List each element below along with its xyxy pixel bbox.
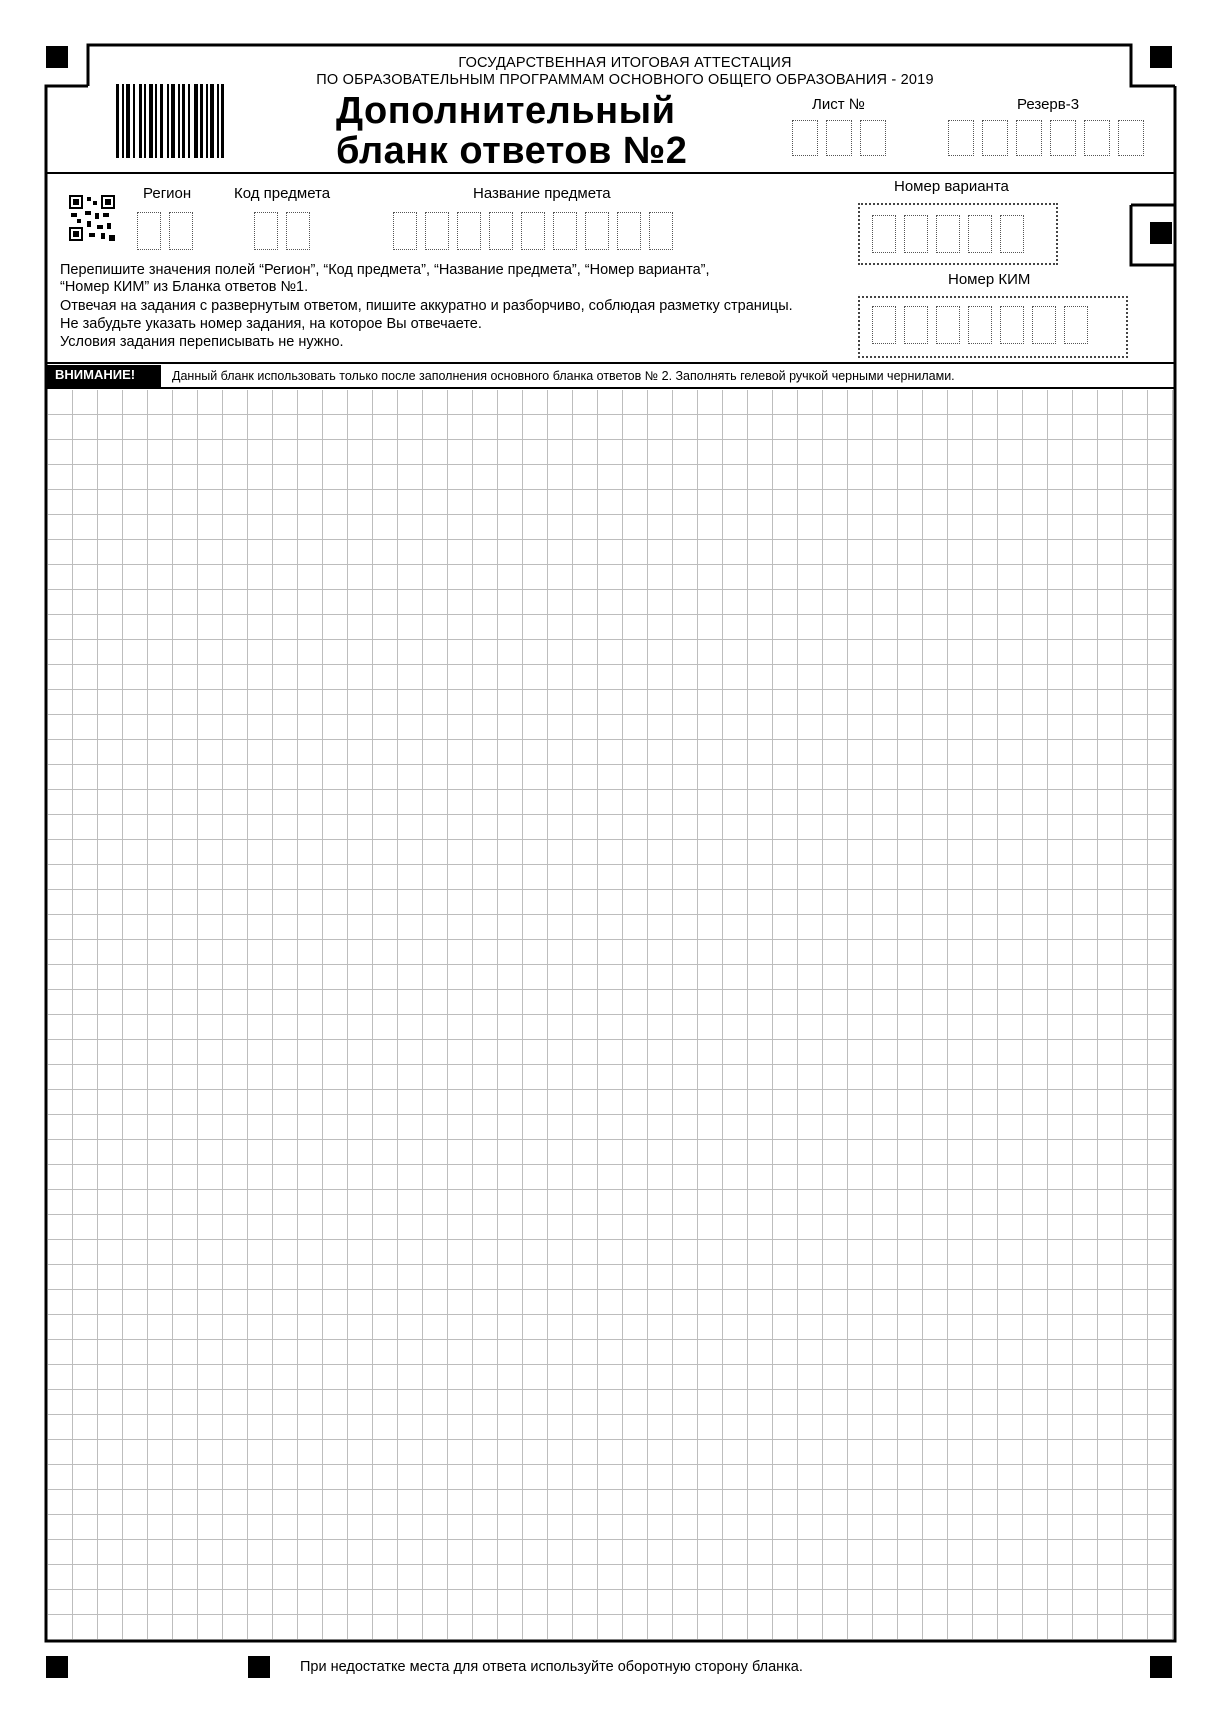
input-cell[interactable] xyxy=(936,215,960,253)
input-cell[interactable] xyxy=(1032,306,1056,344)
subject-name-boxes[interactable] xyxy=(393,212,681,250)
variant-number-label: Номер варианта xyxy=(894,178,1009,195)
kim-number-boxes[interactable] xyxy=(872,306,1096,344)
input-cell[interactable] xyxy=(553,212,577,250)
warning-text: Данный бланк использовать только после заполнения основного бланка ответов № 2. Заполнять гелевой ручкой черными чернилами. xyxy=(172,369,955,383)
input-cell[interactable] xyxy=(860,120,886,156)
header-line-1: ГОСУДАРСТВЕННАЯ ИТОГОВАЯ АТТЕСТАЦИЯ xyxy=(458,55,792,71)
instruction-line-1: Перепишите значения полей “Регион”, “Код предмета”, “Название предмета”, “Номер варианта”, xyxy=(60,262,710,278)
input-cell[interactable] xyxy=(169,212,193,250)
variant-number-boxes[interactable] xyxy=(872,215,1032,253)
input-cell[interactable] xyxy=(425,212,449,250)
reserve-label: Резерв-3 xyxy=(1017,96,1080,113)
input-cell[interactable] xyxy=(617,212,641,250)
input-cell[interactable] xyxy=(286,212,310,250)
input-cell[interactable] xyxy=(1084,120,1110,156)
subject-name-label: Название предмета xyxy=(473,185,611,202)
barcode xyxy=(116,84,224,158)
instruction-line-3: Отвечая на задания с развернутым ответом, пишите аккуратно и разборчиво, соблюдая разметку страницы. xyxy=(60,298,793,314)
input-cell[interactable] xyxy=(904,306,928,344)
instruction-line-5: Условия задания переписывать не нужно. xyxy=(60,334,344,350)
input-cell[interactable] xyxy=(137,212,161,250)
input-cell[interactable] xyxy=(521,212,545,250)
input-cell[interactable] xyxy=(792,120,818,156)
region-boxes[interactable] xyxy=(137,212,201,250)
input-cell[interactable] xyxy=(649,212,673,250)
input-cell[interactable] xyxy=(1064,306,1088,344)
sheet-number-label: Лист № xyxy=(812,96,865,113)
input-cell[interactable] xyxy=(393,212,417,250)
input-cell[interactable] xyxy=(968,215,992,253)
form-title-line-1: Дополнительный xyxy=(336,90,676,132)
input-cell[interactable] xyxy=(872,215,896,253)
reserve-boxes[interactable] xyxy=(948,120,1152,156)
input-cell[interactable] xyxy=(968,306,992,344)
input-cell[interactable] xyxy=(489,212,513,250)
input-cell[interactable] xyxy=(585,212,609,250)
input-cell[interactable] xyxy=(982,120,1008,156)
qr-code xyxy=(69,195,115,241)
instruction-line-4: Не забудьте указать номер задания, на которое Вы отвечаете. xyxy=(60,316,482,332)
input-cell[interactable] xyxy=(1118,120,1144,156)
input-cell[interactable] xyxy=(1016,120,1042,156)
input-cell[interactable] xyxy=(1050,120,1076,156)
input-cell[interactable] xyxy=(826,120,852,156)
instruction-line-2: “Номер КИМ” из Бланка ответов №1. xyxy=(60,279,309,295)
input-cell[interactable] xyxy=(1000,306,1024,344)
subject-code-label: Код предмета xyxy=(234,185,331,202)
subject-code-boxes[interactable] xyxy=(254,212,318,250)
input-cell[interactable] xyxy=(457,212,481,250)
footer-note: При недостатке места для ответа используйте оборотную сторону бланка. xyxy=(300,1659,803,1675)
region-label: Регион xyxy=(143,185,192,202)
form-title-line-2: бланк ответов №2 xyxy=(336,130,688,172)
answer-grid[interactable] xyxy=(48,390,1173,1639)
header-line-2: ПО ОБРАЗОВАТЕЛЬНЫМ ПРОГРАММАМ ОСНОВНОГО ОБЩЕГО ОБРАЗОВАНИЯ - 2019 xyxy=(316,72,934,88)
input-cell[interactable] xyxy=(904,215,928,253)
input-cell[interactable] xyxy=(948,120,974,156)
kim-number-label: Номер КИМ xyxy=(948,271,1031,288)
warning-label: ВНИМАНИЕ! xyxy=(47,365,161,387)
input-cell[interactable] xyxy=(254,212,278,250)
input-cell[interactable] xyxy=(872,306,896,344)
sheet-number-boxes[interactable] xyxy=(792,120,894,156)
input-cell[interactable] xyxy=(1000,215,1024,253)
input-cell[interactable] xyxy=(936,306,960,344)
